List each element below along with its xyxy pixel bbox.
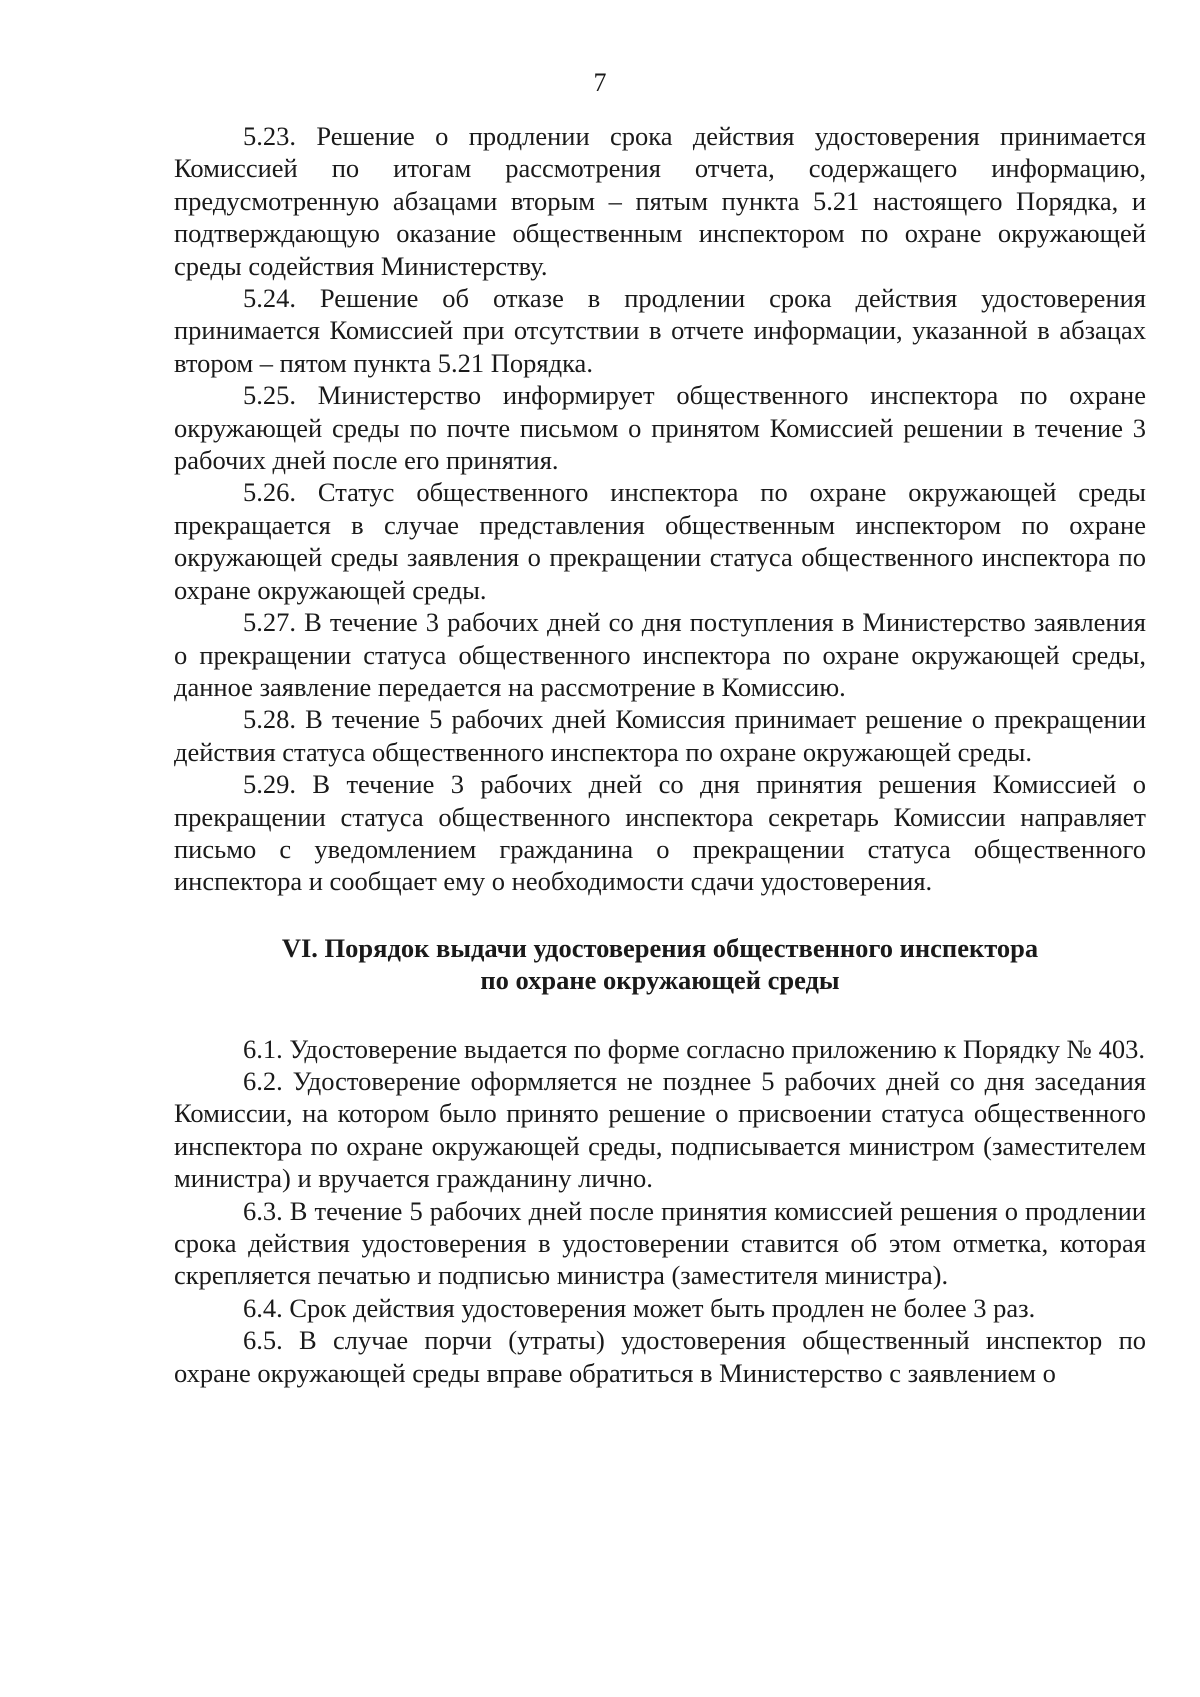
document-body bbox=[174, 120, 1146, 1389]
paragraph-6-4: 6.4. Срок действия удостоверения может быть продлен не более 3 раз. bbox=[243, 1292, 1036, 1323]
section-heading-line-1: VI. Порядок выдачи удостоверения общественного инспектора bbox=[281, 932, 1039, 963]
paragraph-5-27: 5.27. В течение 3 рабочих дней со дня поступления в Министерство заявления о прекращении статуса общественного инспектора по охране окружающей среды, данное заявление передается на рассмотрение в Комиссию. bbox=[174, 607, 1146, 702]
paragraph-5-29: 5.29. В течение 3 рабочих дней со дня принятия решения Комиссией о прекращении статуса общественного инспектора секретарь Комиссии направляет письмо с уведомлением гражданина о прекращении статуса общественного инспектора и сообщает ему о необходимости сдачи удостоверения. bbox=[174, 769, 1146, 897]
page-number: 7 bbox=[593, 68, 607, 97]
section-heading-line-2: по охране окружающей среды bbox=[480, 965, 840, 996]
paragraph-5-26: 5.26. Статус общественного инспектора по охране окружающей среды прекращается в случае представления общественным инспектором по охране окружающей среды заявления о прекращении статуса общественного инспектора по охране окружающей среды. bbox=[174, 477, 1146, 605]
paragraph-6-2: 6.2. Удостоверение оформляется не позднее 5 рабочих дней со дня заседания Комиссии, на котором было принято решение о присвоении статуса общественного инспектора по охране окружающей среды, подписывается министром (заместителем министра) и вручается гражданину лично. bbox=[174, 1065, 1146, 1194]
paragraph-6-5: 6.5. В случае порчи (утраты) удостоверения общественный инспектор по охране окружающей среды вправе обратиться в Министерство с заявлением о bbox=[174, 1325, 1146, 1388]
paragraph-5-25: 5.25. Министерство информирует общественного инспектора по охране окружающей среды по почте письмом о принятом Комиссией решении в течение 3 рабочих дней после его принятия. bbox=[174, 380, 1146, 476]
paragraph-5-23: 5.23. Решение о продлении срока действия удостоверения принимается Комиссией по итогам рассмотрения отчета, содержащего информацию, предусмотренную абзацами вторым – пятым пункта 5.21 настоящего Порядка, и подтверждающую оказание общественным инспектором по охране окружающей среды содействия Министерству. bbox=[174, 121, 1146, 281]
section-heading bbox=[174, 932, 1146, 997]
paragraph-6-1: 6.1. Удостоверение выдается по форме согласно приложению к Порядку № 403. bbox=[243, 1033, 1145, 1064]
paragraph-6-3: 6.3. В течение 5 рабочих дней после принятия комиссией решения о продлении срока действия удостоверения в удостоверении ставится об этом отметка, которая скрепляется печатью и подписью министра (заместителя министра). bbox=[174, 1195, 1146, 1291]
paragraph-5-28: 5.28. В течение 5 рабочих дней Комиссия принимает решение о прекращении действия статуса общественного инспектора по охране окружающей среды. bbox=[174, 704, 1146, 767]
paragraph-5-24: 5.24. Решение об отказе в продлении срока действия удостоверения принимается Комиссией при отсутствии в отчете информации, указанной в абзацах втором – пятом пункта 5.21 Порядка. bbox=[174, 283, 1146, 378]
